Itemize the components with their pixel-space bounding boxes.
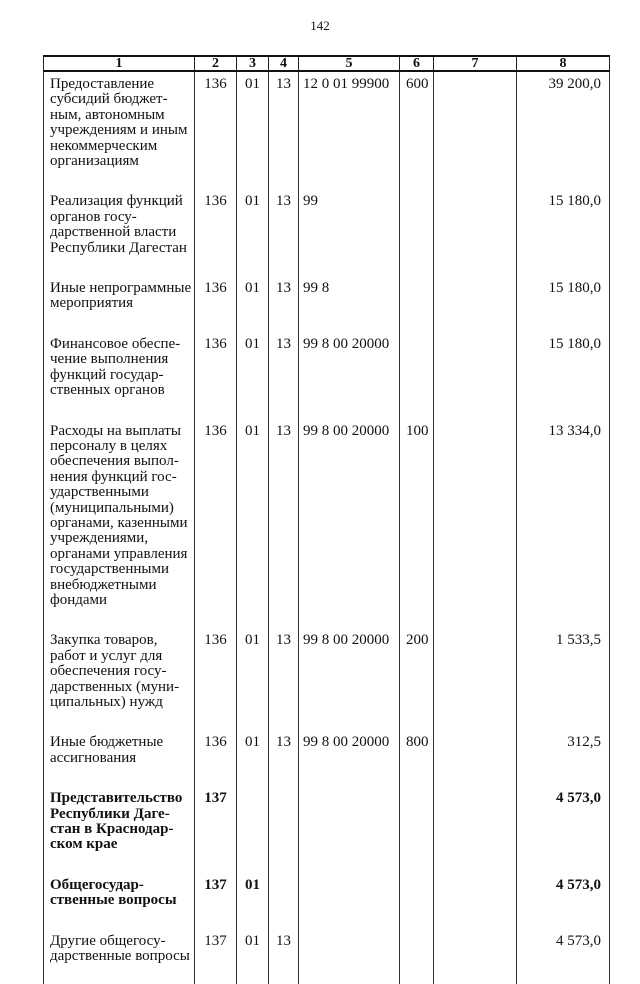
column-7-cell bbox=[434, 71, 517, 189]
header-col-6: 6 bbox=[400, 56, 434, 71]
header-col-2: 2 bbox=[195, 56, 237, 71]
expense-type-code: 200 bbox=[400, 628, 434, 730]
subsection-code: 13 bbox=[269, 71, 299, 189]
item-name: Представительство Республики Дагестан в Краснодарском крае bbox=[44, 786, 195, 873]
subsection-code: 13 bbox=[269, 730, 299, 786]
section-code: 01 bbox=[237, 71, 269, 189]
column-7-cell bbox=[434, 786, 517, 873]
amount-value: 15 180,0 bbox=[517, 189, 610, 276]
target-article-code: 99 8 00 20000 bbox=[299, 332, 400, 419]
section-code: 01 bbox=[237, 929, 269, 984]
header-col-1: 1 bbox=[44, 56, 195, 71]
subsection-code: 13 bbox=[269, 332, 299, 419]
section-code: 01 bbox=[237, 189, 269, 276]
column-7-cell bbox=[434, 419, 517, 629]
header-row bbox=[44, 56, 610, 71]
amount-value: 4 573,0 bbox=[517, 873, 610, 929]
ministry-code: 137 bbox=[195, 873, 237, 929]
item-name: Реализация функций органов государственной власти Республики Дагестан bbox=[44, 189, 195, 276]
target-article-code bbox=[299, 786, 400, 873]
amount-value: 1 533,5 bbox=[517, 628, 610, 730]
section-code bbox=[237, 786, 269, 873]
item-name: Закупка товаров, работ и услуг для обеспечения государственных (муниципальных) нужд bbox=[44, 628, 195, 730]
amount-value: 13 334,0 bbox=[517, 419, 610, 629]
expense-type-code: 800 bbox=[400, 730, 434, 786]
item-name: Иные бюджетные ассигнования bbox=[44, 730, 195, 786]
amount-value: 312,5 bbox=[517, 730, 610, 786]
subsection-code: 13 bbox=[269, 419, 299, 629]
expense-type-code bbox=[400, 332, 434, 419]
item-name: Финансовое обеспечение выполнения функций государственных органов bbox=[44, 332, 195, 419]
subsection-code: 13 bbox=[269, 628, 299, 730]
ministry-code: 136 bbox=[195, 419, 237, 629]
table-row bbox=[44, 419, 610, 629]
table-row bbox=[44, 276, 610, 332]
target-article-code: 99 bbox=[299, 189, 400, 276]
section-code: 01 bbox=[237, 419, 269, 629]
amount-value: 15 180,0 bbox=[517, 332, 610, 419]
expense-type-code bbox=[400, 276, 434, 332]
section-code: 01 bbox=[237, 628, 269, 730]
table-row bbox=[44, 929, 610, 984]
item-name: Другие общегосударственные вопросы bbox=[44, 929, 195, 984]
item-name: Общегосударственные вопросы bbox=[44, 873, 195, 929]
ministry-code: 136 bbox=[195, 730, 237, 786]
table-row bbox=[44, 628, 610, 730]
column-7-cell bbox=[434, 929, 517, 984]
expense-type-code bbox=[400, 786, 434, 873]
column-7-cell bbox=[434, 276, 517, 332]
column-7-cell bbox=[434, 332, 517, 419]
ministry-code: 136 bbox=[195, 71, 237, 189]
expense-type-code bbox=[400, 189, 434, 276]
subsection-code: 13 bbox=[269, 929, 299, 984]
ministry-code: 137 bbox=[195, 786, 237, 873]
ministry-code: 136 bbox=[195, 276, 237, 332]
column-7-cell bbox=[434, 730, 517, 786]
item-name: Расходы на выплаты персоналу в целях обеспечения выполнения функций государственными (муниципальными) органами, казенными учреждениями, органами управления государственными внебюджетными фондами bbox=[44, 419, 195, 629]
table-row bbox=[44, 873, 610, 929]
header-col-3: 3 bbox=[237, 56, 269, 71]
target-article-code bbox=[299, 873, 400, 929]
ministry-code: 137 bbox=[195, 929, 237, 984]
table-row bbox=[44, 786, 610, 873]
header-col-5: 5 bbox=[299, 56, 400, 71]
table-row bbox=[44, 730, 610, 786]
page-number: 142 bbox=[310, 18, 330, 33]
header-col-8: 8 bbox=[517, 56, 610, 71]
amount-value: 4 573,0 bbox=[517, 786, 610, 873]
target-article-code: 12 0 01 99900 bbox=[299, 71, 400, 189]
item-name: Предоставление субсидий бюджетным, автономным учреждениям и иным некоммерческим организациям bbox=[44, 71, 195, 189]
expense-type-code: 100 bbox=[400, 419, 434, 629]
table-row bbox=[44, 189, 610, 276]
subsection-code: 13 bbox=[269, 276, 299, 332]
amount-value: 4 573,0 bbox=[517, 929, 610, 984]
ministry-code: 136 bbox=[195, 332, 237, 419]
expense-type-code bbox=[400, 929, 434, 984]
target-article-code: 99 8 00 20000 bbox=[299, 730, 400, 786]
table-header bbox=[44, 56, 610, 71]
column-7-cell bbox=[434, 873, 517, 929]
expense-type-code bbox=[400, 873, 434, 929]
target-article-code: 99 8 00 20000 bbox=[299, 628, 400, 730]
ministry-code: 136 bbox=[195, 189, 237, 276]
section-code: 01 bbox=[237, 730, 269, 786]
amount-value: 39 200,0 bbox=[517, 71, 610, 189]
ministry-code: 136 bbox=[195, 628, 237, 730]
column-7-cell bbox=[434, 189, 517, 276]
budget-table bbox=[43, 55, 610, 984]
subsection-code: 13 bbox=[269, 189, 299, 276]
table-row bbox=[44, 71, 610, 189]
target-article-code: 99 8 bbox=[299, 276, 400, 332]
section-code: 01 bbox=[237, 873, 269, 929]
table-body bbox=[44, 71, 610, 984]
column-7-cell bbox=[434, 628, 517, 730]
item-name: Иные непрограммные мероприятия bbox=[44, 276, 195, 332]
table-row bbox=[44, 332, 610, 419]
target-article-code: 99 8 00 20000 bbox=[299, 419, 400, 629]
header-col-7: 7 bbox=[434, 56, 517, 71]
subsection-code bbox=[269, 786, 299, 873]
section-code: 01 bbox=[237, 332, 269, 419]
header-col-4: 4 bbox=[269, 56, 299, 71]
subsection-code bbox=[269, 873, 299, 929]
expense-type-code: 600 bbox=[400, 71, 434, 189]
target-article-code bbox=[299, 929, 400, 984]
amount-value: 15 180,0 bbox=[517, 276, 610, 332]
section-code: 01 bbox=[237, 276, 269, 332]
